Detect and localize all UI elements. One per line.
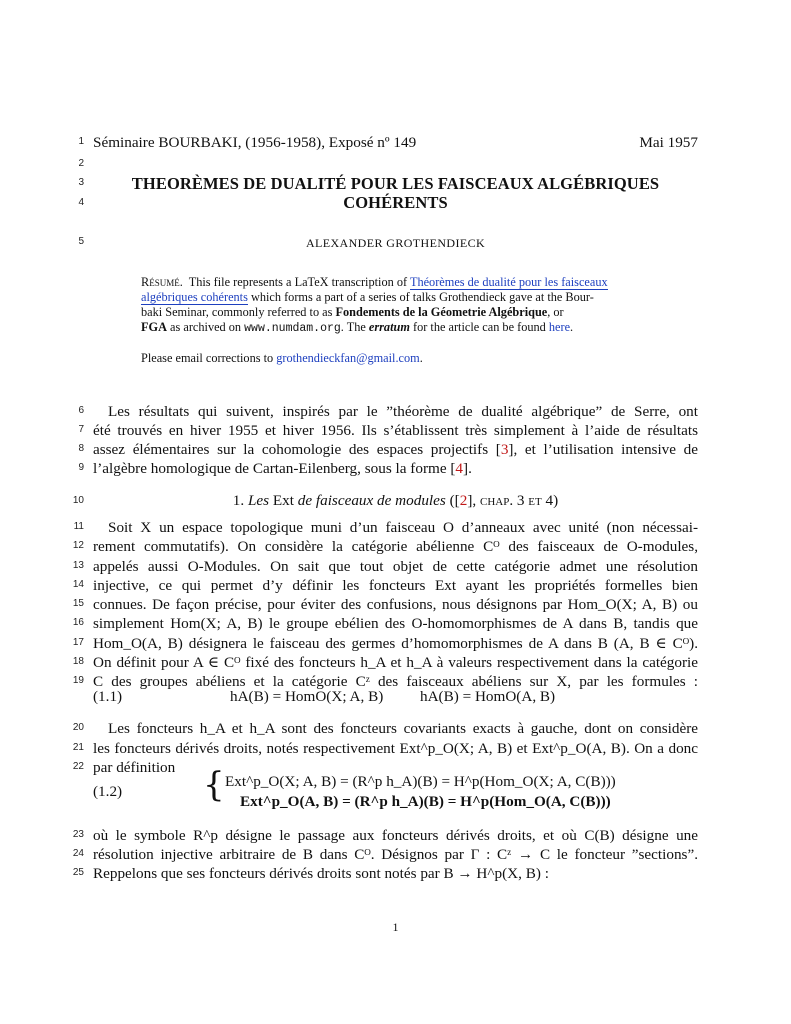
- line-number: 25: [72, 867, 84, 878]
- equation-1-2-top: Ext^p_O(X; A, B) = (R^p h_A)(B) = H^p(Hom_O(X; A, C(B))): [225, 773, 616, 790]
- paper-title-line-1: THEORÈMES DE DUALITÉ POUR LES FAISCEAUX ALGÉBRIQUES: [131, 174, 660, 193]
- paragraph-line: injective, ce qui permet d’y définir les foncteurs Ext ayant les propriétés formelles bien: [93, 577, 698, 594]
- paragraph-line: Reppelons que ses foncteurs dérivés droits sont notés par B → H^p(X, B) :: [93, 865, 549, 882]
- text: l’algèbre homologique de Cartan-Eilenberg, sous la forme [: [93, 460, 456, 477]
- paragraph-line: rement commutatifs). On considère la catégorie abélienne Cᴼ des faisceaux de O-modules,: [93, 538, 698, 555]
- abstract: Résumé. This file represents a LaTeX transcription of Théorèmes de dualité pour les faisceaux algébriques cohérents which forms a part of a series of talks Grothendieck gave at the Bour- baki Seminar, commonly referred to as Fondements de la Géometrie Algébrique, or FGA as archived on www.numdam.org. The erratum for the article can be found here. Please email corrections to grothendieckfan@gmail.com.: [141, 275, 608, 365]
- line-number: 12: [72, 540, 84, 551]
- paragraph-line: [93, 459, 698, 478]
- paragraph-line: On définit pour A ∈ Cᴼ fixé des foncteurs h_A et h_A à valeurs respectivement dans la catégorie: [93, 654, 698, 671]
- equation-label: (1.2): [93, 783, 123, 800]
- line-number: 4: [78, 197, 84, 208]
- citation-link-3[interactable]: 3: [500, 441, 509, 458]
- line-number: 6: [78, 405, 84, 416]
- paper-link[interactable]: Théorèmes de dualité pour les faisceaux: [409, 275, 608, 289]
- line-number: 14: [72, 579, 84, 590]
- line-number: 15: [72, 598, 84, 609]
- paragraph-line: simplement Hom(X; A, B) le groupe ebélien des O-homomorphismes de A dans B, tandis que: [93, 615, 698, 632]
- line-number: 22: [72, 761, 84, 772]
- abstract-text: baki Seminar, commonly referred to as: [141, 305, 333, 319]
- abstract-text: . The: [340, 320, 366, 334]
- left-brace: {: [203, 765, 225, 805]
- paragraph-line: résolution injective arbitraire de B dans Cᴼ. Désignos par Γ : Cᶻ → C le foncteur ”sections”.: [93, 846, 698, 863]
- fga-label: FGA: [141, 320, 167, 334]
- seminaire-reference: Séminaire BOURBAKI, (1956-1958), Exposé nº 149: [93, 134, 417, 151]
- text: ].: [463, 460, 472, 477]
- abstract-text: as archived on: [170, 320, 242, 334]
- header-date: Mai 1957: [639, 134, 698, 151]
- author-name: ALEXANDER GROTHENDIECK: [305, 236, 486, 250]
- line-number: 23: [72, 829, 84, 840]
- section-text: de faisceaux de modules: [297, 492, 446, 509]
- running-header: [93, 133, 698, 152]
- line-number: 16: [72, 617, 84, 628]
- line-number: 3: [78, 177, 84, 188]
- paragraph-line: Les résultats qui suivent, inspirés par le ”théorème de dualité algébrique” de Serre, ont: [108, 403, 698, 420]
- paragraph-line: [93, 440, 698, 459]
- text: assez élémentaires sur la cohomologie des espaces projectifs [: [93, 441, 501, 458]
- page-number: 1: [392, 920, 399, 934]
- equation-1-1-left: hA(B) = HomO(X; A, B): [230, 688, 384, 705]
- abstract-label: Résumé.: [141, 275, 183, 289]
- line-number: 11: [73, 521, 84, 532]
- line-number: 24: [72, 848, 84, 859]
- line-number: 2: [78, 158, 84, 169]
- paragraph-line: par définition: [93, 759, 176, 776]
- line-number: 8: [78, 443, 84, 454]
- section-text: Les: [247, 492, 270, 509]
- section-number: 1.: [232, 492, 245, 509]
- erratum-label: erratum: [368, 320, 410, 334]
- line-number: 20: [72, 722, 84, 733]
- line-number: 9: [78, 462, 84, 473]
- erratum-link[interactable]: here: [548, 320, 571, 334]
- paragraph-line: Les foncteurs h_A et h_A sont des foncteurs covariants exacts à gauche, dont on considère: [108, 720, 698, 737]
- paragraph-line: C des groupes abéliens et la catégorie Cᶻ des faisceaux abéliens sur X, par les formules :: [93, 673, 698, 690]
- line-number: 7: [78, 424, 84, 435]
- line-number: 18: [72, 656, 84, 667]
- abstract-text: , or: [547, 305, 564, 319]
- line-number: 10: [72, 495, 84, 506]
- abstract-text: for the article can be found: [412, 320, 546, 334]
- paragraph-line: connues. De façon précise, pour éviter des confusions, nous désignons par Hom_O(X; A, B) ou: [93, 596, 698, 613]
- abstract-text: Please email corrections to: [141, 351, 274, 365]
- citation-link-2[interactable]: 2: [459, 492, 468, 509]
- equation-label: (1.1): [93, 688, 123, 705]
- paragraph-line: où le symbole R^p désigne le passage aux foncteurs dérivés droits, et où C(B) désigne une: [93, 827, 698, 844]
- paragraph-line: Soit X un espace topologique muni d’un faisceau O d’anneaux avec unité (non nécessai-: [108, 519, 698, 536]
- numdam-url: www.numdam.org: [244, 322, 341, 335]
- line-number: 1: [78, 136, 84, 147]
- equation-1-1-right: hA(B) = HomO(A, B): [420, 688, 556, 705]
- citation-link-4[interactable]: 4: [455, 460, 464, 477]
- email-link[interactable]: grothendieckfan@gmail.com: [276, 351, 420, 365]
- equation-1-2-bottom: Ext^p_O(A, B) = (R^p h_A)(B) = H^p(Hom_O(A, C(B))): [240, 793, 611, 810]
- paragraph-line: Hom_O(A, B) désignera le faisceau des germes d’homomorphismes de A dans B (A, B ∈ Cᴼ).: [93, 635, 698, 652]
- paper-link-continued[interactable]: algébriques cohérents: [141, 290, 248, 304]
- line-number: 13: [72, 560, 84, 571]
- section-heading: [93, 491, 698, 510]
- section-text: ([: [449, 492, 460, 509]
- line-number: 19: [72, 675, 84, 686]
- section-text: ], chap. 3 et 4): [467, 492, 559, 509]
- text: ], et l’utilisation intensive de: [508, 441, 698, 458]
- section-text: Ext: [272, 492, 294, 509]
- line-number: 17: [72, 637, 84, 648]
- abstract-text: which forms a part of a series of talks Grothendieck gave at the Bour-: [250, 290, 594, 304]
- line-number: 5: [78, 236, 84, 247]
- fondements-title: Fondements de la Géometrie Algébrique: [335, 305, 548, 319]
- abstract-text: This file represents a LaTeX transcription of: [188, 275, 408, 289]
- paragraph-line: été trouvés en hiver 1955 et hiver 1956. Ils s’établissent très simplement à l’aide de résultats: [93, 422, 698, 439]
- paragraph-line: les foncteurs dérivés droits, notés respectivement Ext^p_O(X; A, B) et Ext^p_O(A, B). On a donc: [93, 740, 698, 757]
- paragraph-line: appelés aussi O-Modules. On sait que tout objet de cette catégorie admet une résolution: [93, 558, 698, 575]
- line-number: 21: [72, 742, 84, 753]
- paper-title-line-2: COHÉRENTS: [343, 193, 448, 212]
